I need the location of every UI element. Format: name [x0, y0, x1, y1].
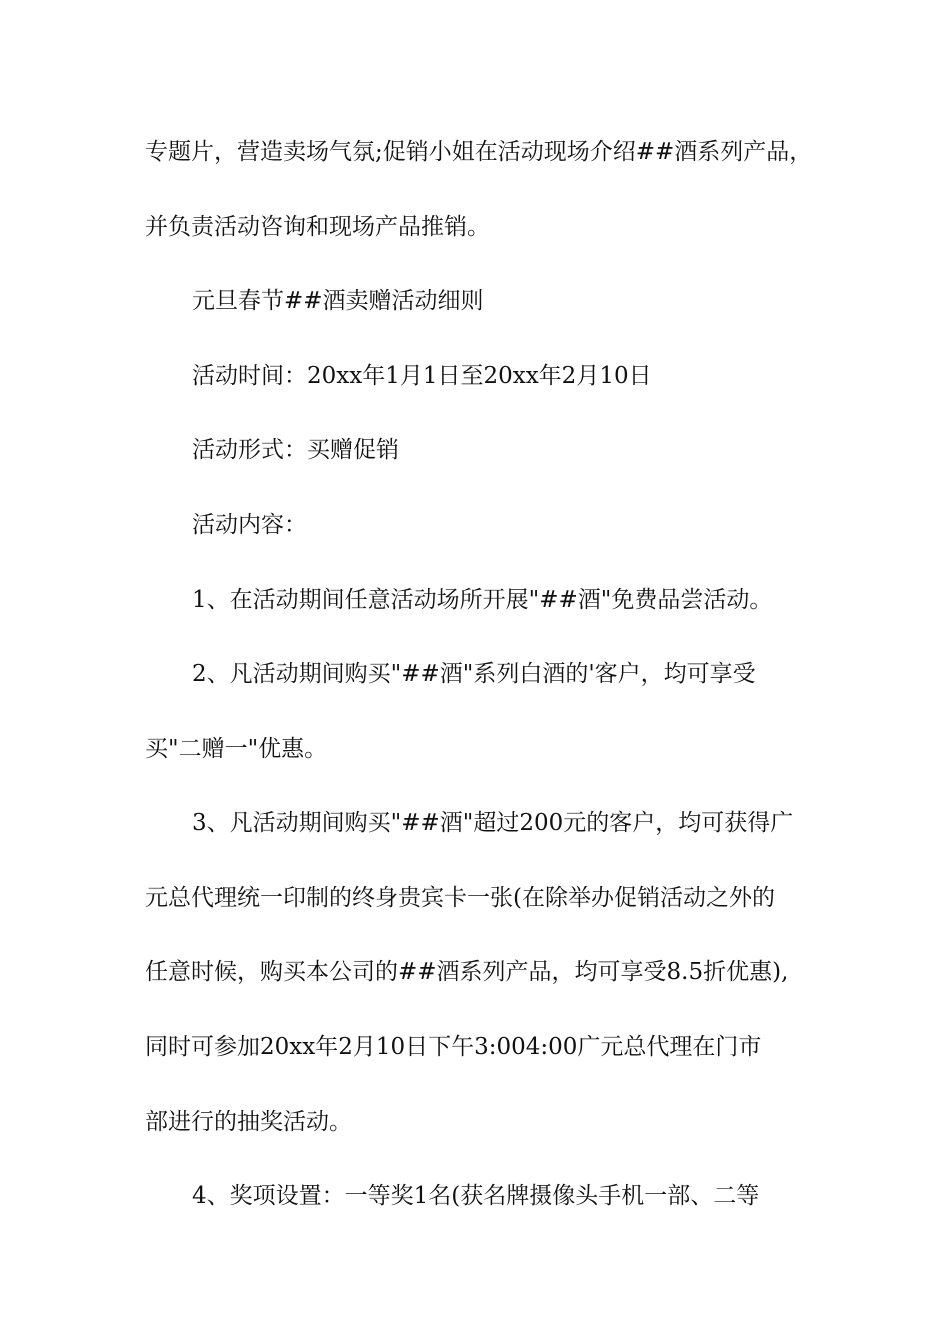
activity-content-label: 活动内容：	[192, 512, 307, 538]
list-item-2: 2、凡活动期间购买"##酒"系列白酒的'客户，均可享受	[192, 661, 756, 687]
activity-time: 活动时间：20xx年1月1日至20xx年2月10日	[192, 363, 652, 389]
section-heading: 元旦春节##酒卖赠活动细则	[192, 288, 484, 314]
list-item-2-cont: 买"二赠一"优惠。	[145, 736, 328, 762]
list-item-3-cont: 部进行的抽奖活动。	[145, 1109, 352, 1135]
activity-form: 活动形式：买赠促销	[192, 437, 399, 463]
list-item-4: 4、奖项设置：一等奖1名(获名牌摄像头手机一部、二等	[192, 1183, 760, 1209]
list-item-3-cont: 元总代理统一印制的终身贵宾卡一张(在除举办促销活动之外的	[145, 885, 775, 911]
list-item-3-cont: 任意时候，购买本公司的##酒系列产品，均可享受8.5折优惠),	[145, 959, 789, 985]
list-item-3-cont: 同时可参加20xx年2月10日下午3:004:00广元总代理在门市	[145, 1034, 762, 1060]
paragraph-line: 并负责活动咨询和现场产品推销。	[145, 214, 490, 240]
paragraph-line: 专题片，营造卖场气氛;促销小姐在活动现场介绍##酒系列产品，	[145, 139, 813, 165]
list-item-1: 1、在活动期间任意活动场所开展"##酒"免费品尝活动。	[192, 587, 773, 613]
list-item-3: 3、凡活动期间购买"##酒"超过200元的客户，均可获得广	[192, 810, 794, 836]
